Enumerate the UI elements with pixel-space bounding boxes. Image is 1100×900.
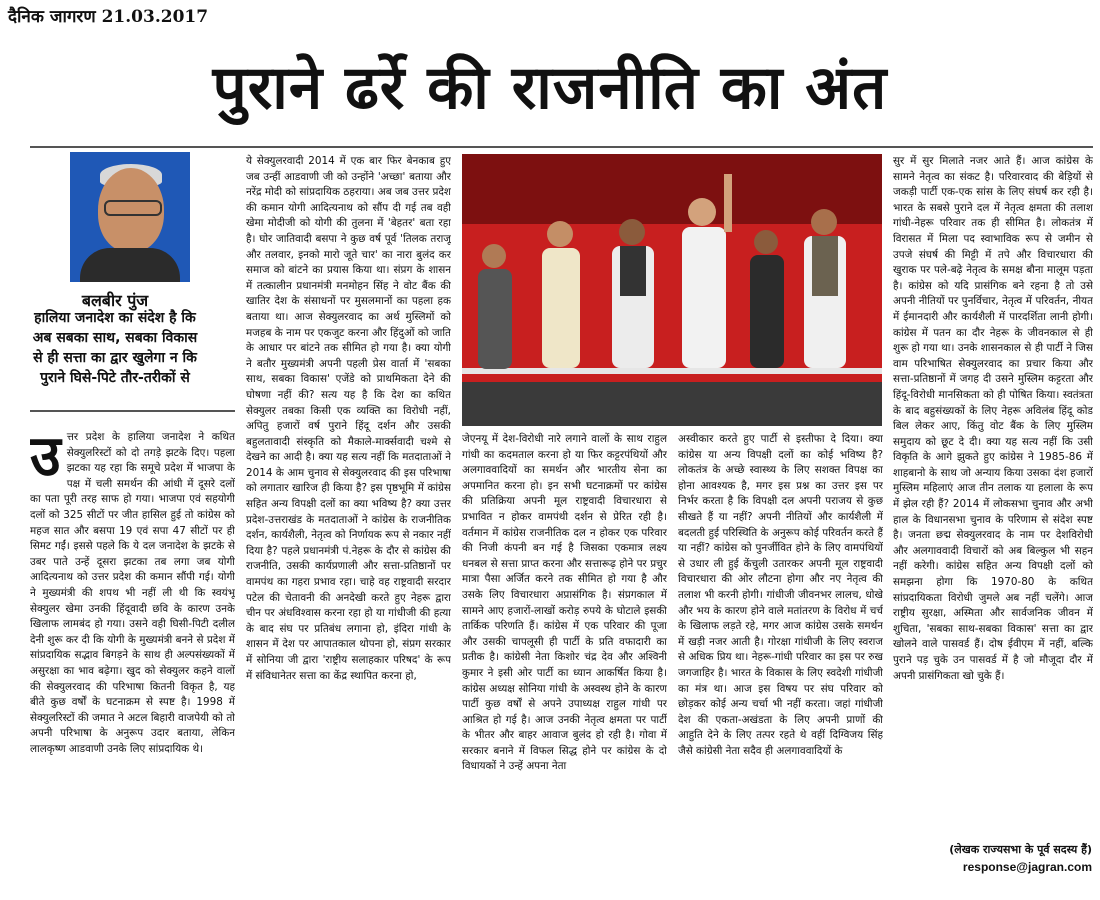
standfirst: हालिया जनादेश का संदेश है कि अब सबका साथ, सबका विकास से ही सत्ता का द्वार खुलेगा न कि पुराने घिसे-पिटे तौर-तरीकों से <box>32 310 198 386</box>
response-email[interactable]: response@jagran.com <box>962 860 1092 874</box>
column-5: सुर में सुर मिलाते नजर आते हैं। आज कांग्रेस के सामने नेतृत्व का संकट है। परिवारवाद की बेड़ियों से जकड़ी पार्टी एक-एक सांस के लिए संघर्ष कर रही है। भारत के सबसे पुराने दल में नेतृत्व क्षमता की तलाश गांधी-नेहरू परिवार तक ही सीमित है। लोकतंत्र में विरासत में मिला पद स्वाभाविक रूप से जमीन से उपजे संघर्ष की मिट्टी में तपे और विचारधारा की खुराक पर पले-बढ़े नेतृत्व के समक्ष बौना मालूम पड़ता है। कांग्रेस को यदि प्रासंगिक बने रहना है तो उसे अपनी नीतियों पर पुनर्विचार, नेतृत्व में परिवर्तन, नीयत में ईमानदारी और कार्यशैली में पारदर्शिता लानी होगी। कांग्रेस में पतन का दौर नेहरू के जीवनकाल से ही शुरू हो गया था। उनके शासनकाल से ही पार्टी ने जिस वाम परिभाषित सेक्युलरवाद का प्रचार किया और सत्ता-प्रतिष्ठानों में जगह दी उसने मुस्लिम कट्टरता और हिंदू-विरोधी मानसिकता को ही पोषित किया। स्वतंत्रता के बाद बहुसंख्यकों के लिए नेहरू अविलंब हिंदू कोड बिल लेकर आए, किंतु वोट बैंक के लिए मुस्लिम समुदाय को छूट दे दी। क्या यह सत्य नहीं कि उसी विकृति के आगे झुकते हुए कांग्रेस ने 1985-86 में शाहबानो के साथ जो अन्याय किया उसका दंश हजारों मुस्लिम महिलाएं आज तीन तलाक या हलाला के रूप में झेल रही हैं? 2014 में लोकसभा चुनाव और अभी हाल के विधानसभा चुनाव के परिणाम से संदेश स्पष्ट है। जनता छद्म सेक्युलरवाद के नाम पर देशविरोधी और अलगाववादी विचारों को अब बिल्कुल भी सहन नहीं करेगी। कांग्रेस सहित अन्य विपक्षी दलों को समझना होगा कि 1970-80 के कथित सांप्रदायिकता विरोधी जुमले अब नहीं चलेंगे। आज राष्ट्रीय सुरक्षा, अस्मिता और सार्वजनिक जीवन में शुचिता, 'सबका साथ-सबका विकास' सत्ता का द्वार खोलने वाले पासवर्ड हैं। दोष ईवीएम में नहीं, बल्कि पुराने पड़ चुके उन पासवर्ड में है जो मौजूदा दौर में अपनी प्रासंगिकता खो चुके हैं। <box>893 155 1093 682</box>
drop-cap: उ <box>30 430 61 489</box>
photo-stage-floor <box>462 382 882 426</box>
author-name: बलबीर पुंज <box>81 291 149 310</box>
stage-railing <box>462 368 882 374</box>
headline-rule <box>30 146 1093 148</box>
column-1-text: त्तर प्रदेश के हालिया जनादेश ने कथित सेक्युलरिस्टों को दो तगड़े झटके दिए। पहला झटका यह रहा कि समूचे प्रदेश में भाजपा के पक्ष में चली समर्थन की आंधी में दूसरे दलों का पता पूरी तरह साफ हो गया। भाजपा एवं सहयोगी दलों को 325 सीटों पर जीत हासिल हुई तो कांग्रेस को महज सात और बसपा 19 एवं सपा 47 सीटों पर ही सिमट गईं। इससे पहले कि ये दल जनादेश के झटके से उबर पाते उन्हें दूसरा झटका तब लगा जब योगी आदित्यनाथ को उत्तर प्रदेश की कमान सौंपी गई। योगी ने मुख्यमंत्री की शपथ भी नहीं ली थी कि स्वयंभू सेक्युलर खेमा उनकी हिंदूवादी छवि के कारण उनके खिलाफ लामबंद हो गया। उसने वही घिसी-पिटी दलील देनी शुरू कर दी कि योगी के मुख्यमंत्री बनने से प्रदेश में सांप्रदायिक सद्भाव बिगड़ने के साथ ही अल्पसंख्यकों में असुरक्षा का भाव बढ़ेगा। खुद को सेक्युलर कहने वालों की सेक्युलरवाद की परिभाषा कितनी विकृत है, यह बीते कुछ वर्षों के घटनाक्रम से स्पष्ट है। 1998 में सेक्युलरिस्टों की जमात ने अटल बिहारी वाजपेयी को तो अपनी परिभाषा के अनुरूप उदार बताया, लेकिन लालकृष्ण आडवाणी उनके लिए सांप्रदायिक थे। <box>30 431 235 755</box>
author-photo <box>70 152 190 282</box>
column-2: ये सेक्युलरवादी 2014 में एक बार फिर बेनकाब हुए जब उन्हीं आडवाणी जी को उन्होंने 'अच्छा' बताया और नरेंद्र मोदी को सांप्रदायिक ठहराया। अब जब उत्तर प्रदेश की कमान योगी आदित्यनाथ को सौंप दी गई तब वही खेमा मोदीजी को योगी की तुलना में 'बेहतर' बता रहा है। घोर जातिवादी बसपा ने कुछ वर्ष पूर्व 'तिलक तराजू और तलवार, इनको मारो जूते चार' का नारा बुलंद कर समाज को बांटने का प्रयास किया था। संप्रग के शासन में तत्कालीन प्रधानमंत्री मनमोहन सिंह ने वोट बैंक की खातिर देश के संसाधनों पर मुसलमानों का पहला हक बताया था। आज सेक्युलरवाद का अर्थ मुस्लिमों को मजहब के नाम पर एकजुट करना और हिंदुओं को जाति के आधार पर बांटने तक सीमित हो गया है। क्या योगी ने बतौर मुख्यमंत्री अपनी पहली प्रेस वार्ता में 'सबका साथ, सबका विकास' एजेंडे को प्राथमिकता देने की घोषणा नहीं की? सत्य यह है कि देश का कथित सेक्युलर तबका किसी एक व्यक्ति का विरोधी नहीं, अपितु हजारों वर्ष पुराने हिंदू दर्शन और उसकी बहुलतावादी संस्कृति को मैकाले-मार्क्सवादी चश्मे से देखने का आदी है। क्या यह सत्य नहीं कि मतदाताओं ने 2014 के आम चुनाव से सेक्युलरवाद की इस परिभाषा को लगातार खारिज ही किया है? इस पृष्ठभूमि में कांग्रेस सहित अन्य विपक्षी दलों का क्या भविष्य है? क्या उत्तर प्रदेश-उत्तराखंड के मतदाताओं ने कांग्रेस के राजनीतिक दर्शन, कार्यशैली, नेतृत्व को निर्णायक रूप से नकार नहीं दिया है? पहले प्रधानमंत्री पं.नेहरू के दौर से कांग्रेस की राजनीति, उसकी कार्यप्रणाली और सत्ता-प्रतिष्ठानों पर वामपंथ का गहरा प्रभाव रहा। चाहे वह राष्ट्रवादी सरदार पटेल की चेतावनी की अनदेखी करते हुए नेहरू द्वारा चीन पर अंधविश्वास करना रहा हो या गांधीजी की हत्या के बाद संघ पर प्रतिबंध लगाना हो, इंदिरा गांधी के शासन में देश पर आपातकाल थोपना हो, संप्रग सरकार में सोनिया जी द्वारा 'राष्ट्रीय सलाहकार परिषद' के रूप में संविधानेतर सत्ता का केंद्र स्थापित करना हो, <box>246 155 451 682</box>
headline: पुराने ढर्रे की राजनीति का अंत <box>212 53 888 123</box>
rally-photo <box>462 154 882 426</box>
author-credit: (लेखक राज्यसभा के पूर्व सदस्य हैं) <box>949 843 1092 856</box>
masthead: दैनिक जागरण 21.03.2017 <box>8 7 209 27</box>
standfirst-rule <box>30 410 235 412</box>
glasses-icon <box>104 200 162 216</box>
column-3: जेएनयू में देश-विरोधी नारे लगाने वालों के साथ राहुल गांधी का कदमताल करना हो या फिर कट्टरपंथियों और अलगाववादियों का समर्थन और भारतीय सेना का अपमानित करना हो। इन सभी घटनाक्रमों पर कांग्रेस की प्रतिक्रिया अपनी मूल राष्ट्रवादी विचारधारा से प्रभावित न होकर वामपंथी दर्शन से प्रेरित रही है। वर्तमान में कांग्रेस राजनीतिक दल न होकर एक परिवार की निजी कंपनी बन गई है जिसका एकमात्र लक्ष्य धनबल से सत्ता प्राप्त करना और सत्तारूढ़ होने पर प्रचुर मात्रा पैसा अर्जित करने तक सीमित हो गया है और उसके लिए विचारधारा अप्रासंगिक है। संप्रगकाल में सामने आए हजारों-लाखों करोड़ रुपये के घोटाले इसकी तार्किक परिणति हैं। कांग्रेस में एक परिवार की पूजा और उसकी चापलूसी ही पार्टी के प्रति वफादारी का प्रतीक है। कांग्रेसी नेता किशोर चंद्र देव और अश्विनी कुमार ने इसी ओर पार्टी का ध्यान आकर्षित किया है। कांग्रेस अध्यक्ष सोनिया गांधी के अस्वस्थ होने के कारण पार्टी कुछ वर्षों से अपने उपाध्यक्ष राहुल गांधी पर आश्रित हो गई है। आज उनकी नेतृत्व क्षमता पर पार्टी के भीतर और बाहर आवाज बुलंद हो रही है। गोवा में सरकार बनाने में विफल सिद्ध होने पर कांग्रेस के दो विधायकों ने उन्हें अपना नेता <box>462 433 667 773</box>
author-coat <box>80 248 180 282</box>
column-1 <box>30 430 235 870</box>
column-4: अस्वीकार करते हुए पार्टी से इस्तीफा दे दिया। क्या कांग्रेस या अन्य विपक्षी दलों का कोई भविष्य है? लोकतंत्र के अच्छे स्वास्थ्य के लिए सशक्त विपक्ष का होना आवश्यक है, मगर इस प्रश्न का उत्तर इस पर निर्भर करता है कि विपक्षी दल अपनी पराजय से कुछ सीखते हैं या नहीं? अपनी नीतियों और कार्यशैली में बदलती हुई परिस्थिति के अनुरूप कोई परिवर्तन करते हैं या नहीं? कांग्रेस को पुनर्जीवित होने के लिए वामपंथियों से उधार ली हुई केंचुली उतारकर अपनी मूल राष्ट्रवादी विचारधारा की ओर लौटना होगा और नए नेतृत्व की तलाश भी करनी होगी। गांधीजी जीवनभर लालच, धोखे और भय के कारण होने वाले मतांतरण के विरोध में चर्च के खिलाफ लड़ते रहे, मगर आज कांग्रेस उसके समर्थन में खड़ी नजर आती है। गोरक्षा गांधीजी के लिए स्वराज से अधिक प्रिय था। नेहरू-गांधी परिवार का इस पर रुख जगजाहिर है। भारत के विकास के लिए स्वदेशी गांधीजी का मंत्र था। आज इस विषय पर संघ परिवार को छोड़कर कोई अन्य चर्चा भी नहीं करता। जहां गांधीजी देश की एकता-अखंडता के लिए अपनी प्राणों की आहुति देने के लिए तत्पर रहते थे वहीं दिग्विजय सिंह जैसे कांग्रेसी नेता सदैव ही अलगाववादियों के <box>678 433 883 757</box>
